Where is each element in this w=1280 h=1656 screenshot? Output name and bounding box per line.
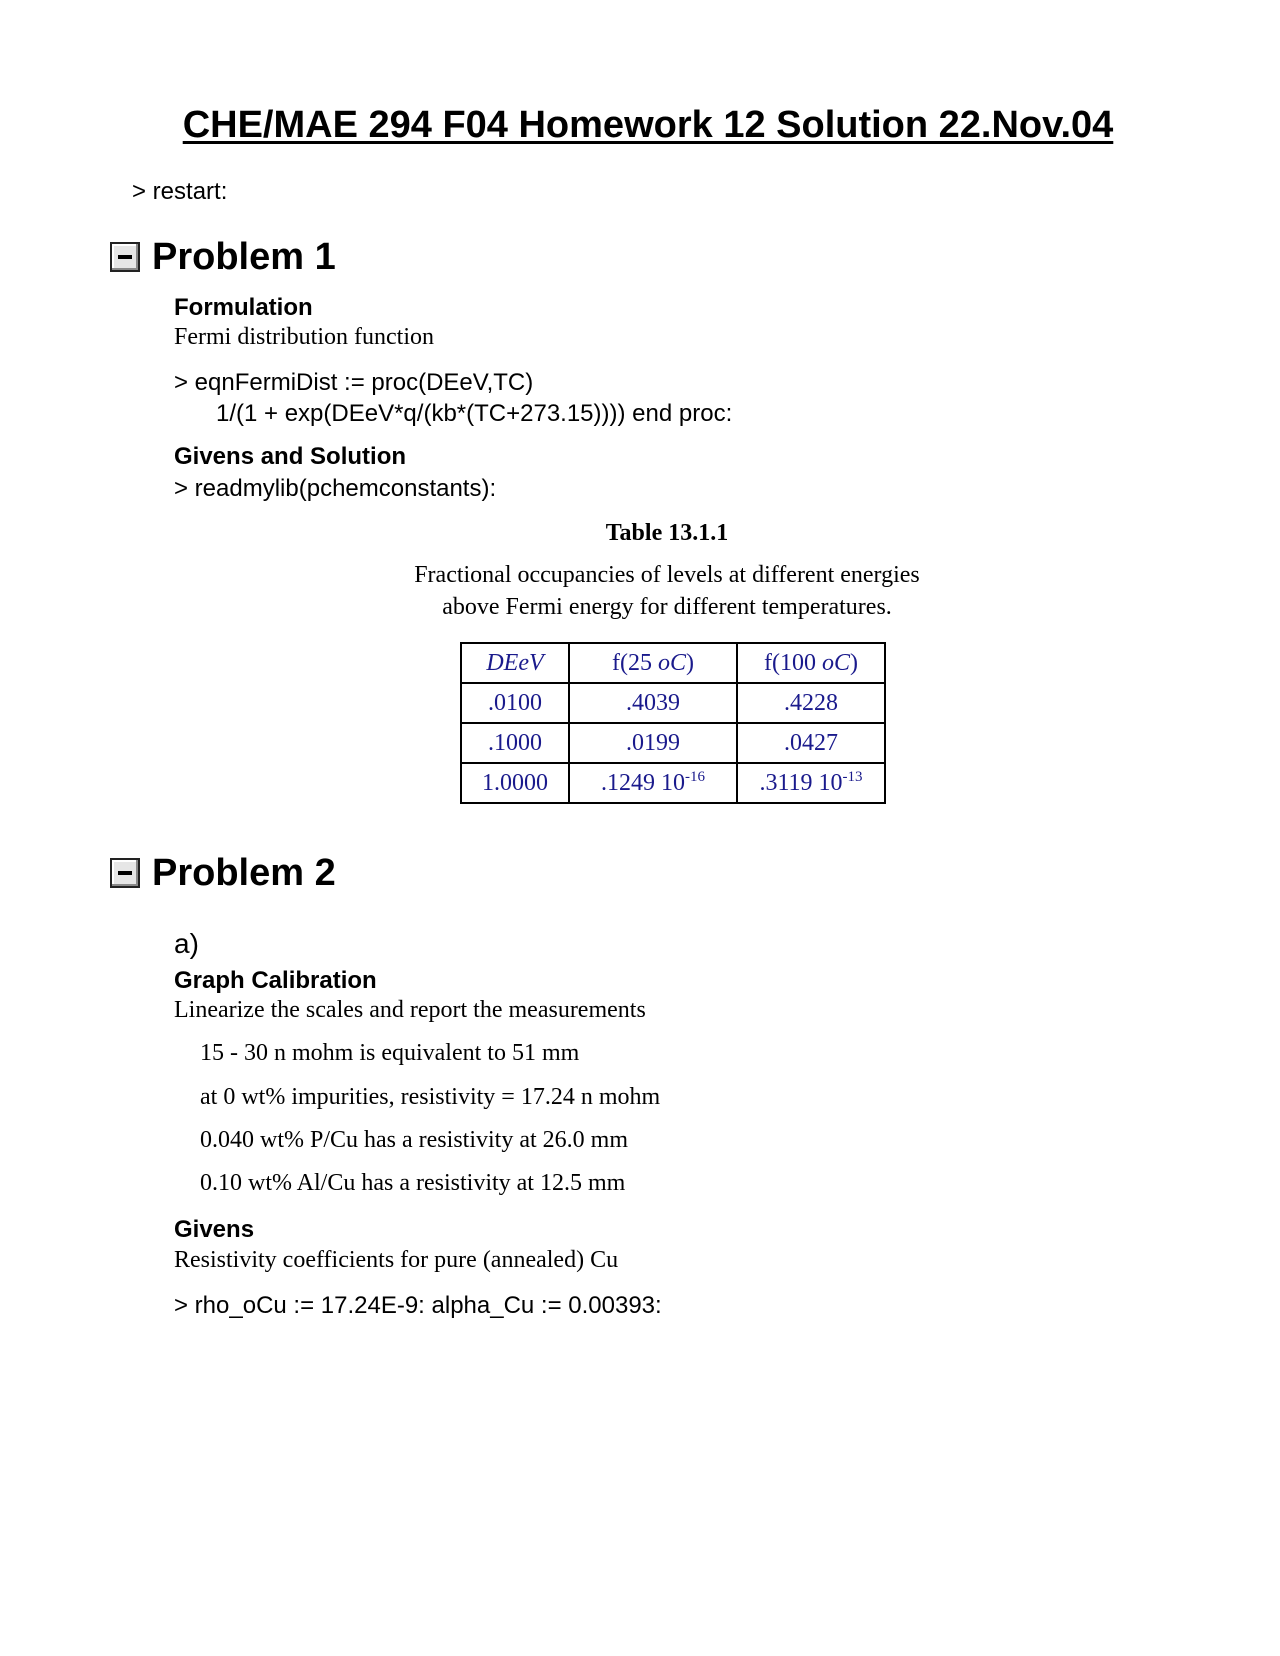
restart-command[interactable]: > restart: [132,178,228,205]
collapse-problem1-button[interactable] [110,242,140,272]
cell-f100: .0427 [737,723,885,763]
rho-command[interactable]: > rho_oCu := 17.24E-9: alpha_Cu := 0.00393: [174,1292,662,1319]
table-caption: Table 13.1.1 [605,520,729,546]
header-deev: DEeV [461,643,569,683]
readlib-command[interactable]: > readmylib(pchemconstants): [174,475,497,502]
table-description-line2: above Fermi energy for different temperatures. [442,594,892,620]
cell-deev: .1000 [461,723,569,763]
cell-deev: .0100 [461,683,569,723]
graph-calibration-heading: Graph Calibration [174,967,377,994]
header-f25: f(25 oC) [569,643,737,683]
collapse-problem2-button[interactable] [110,858,140,888]
cell-deev: 1.0000 [461,763,569,803]
problem1-heading: Problem 1 [152,236,336,278]
problem2-heading: Problem 2 [152,852,336,894]
givens-heading: Givens [174,1216,255,1243]
measurement-item: at 0 wt% impurities, resistivity = 17.24 n mohm [200,1084,661,1110]
formulation-text: Fermi distribution function [174,324,434,350]
table-description-line1: Fractional occupancies of levels at different energies [414,562,920,588]
cell-f100: .4228 [737,683,885,723]
table-row [461,683,885,723]
formulation-heading: Formulation [174,294,313,321]
page-title: CHE/MAE 294 F04 Homework 12 Solution 22.Nov.04 [182,104,1114,146]
cell-f100: .3119 $10^{-13}$ [737,763,885,803]
part-a-label: a) [174,928,199,959]
measurement-item: 0.10 wt% Al/Cu has a resistivity at 12.5 mm [200,1170,626,1196]
givens-text: Resistivity coefficients for pure (annealed) Cu [174,1247,619,1273]
calibration-text: Linearize the scales and report the measurements [174,997,646,1023]
occupancy-table [460,642,886,804]
measurement-item: 15 - 30 n mohm is equivalent to 51 mm [200,1040,580,1066]
table-row [461,723,885,763]
proc-command-line2[interactable]: 1/(1 + exp(DEeV*q/(kb*(TC+273.15)))) end proc: [216,400,733,427]
table-header-row [461,643,885,683]
minus-icon [118,255,132,259]
givens-solution-heading: Givens and Solution [174,443,407,470]
table-row [461,763,885,803]
header-f100: f(100 oC) [737,643,885,683]
cell-f25: .0199 [569,723,737,763]
minus-icon [118,871,132,875]
measurement-item: 0.040 wt% P/Cu has a resistivity at 26.0 mm [200,1127,628,1153]
cell-f25: .4039 [569,683,737,723]
cell-f25: .1249 $10^{-16}$ [569,763,737,803]
proc-command-line1[interactable]: > eqnFermiDist := proc(DEeV,TC) [174,369,534,396]
